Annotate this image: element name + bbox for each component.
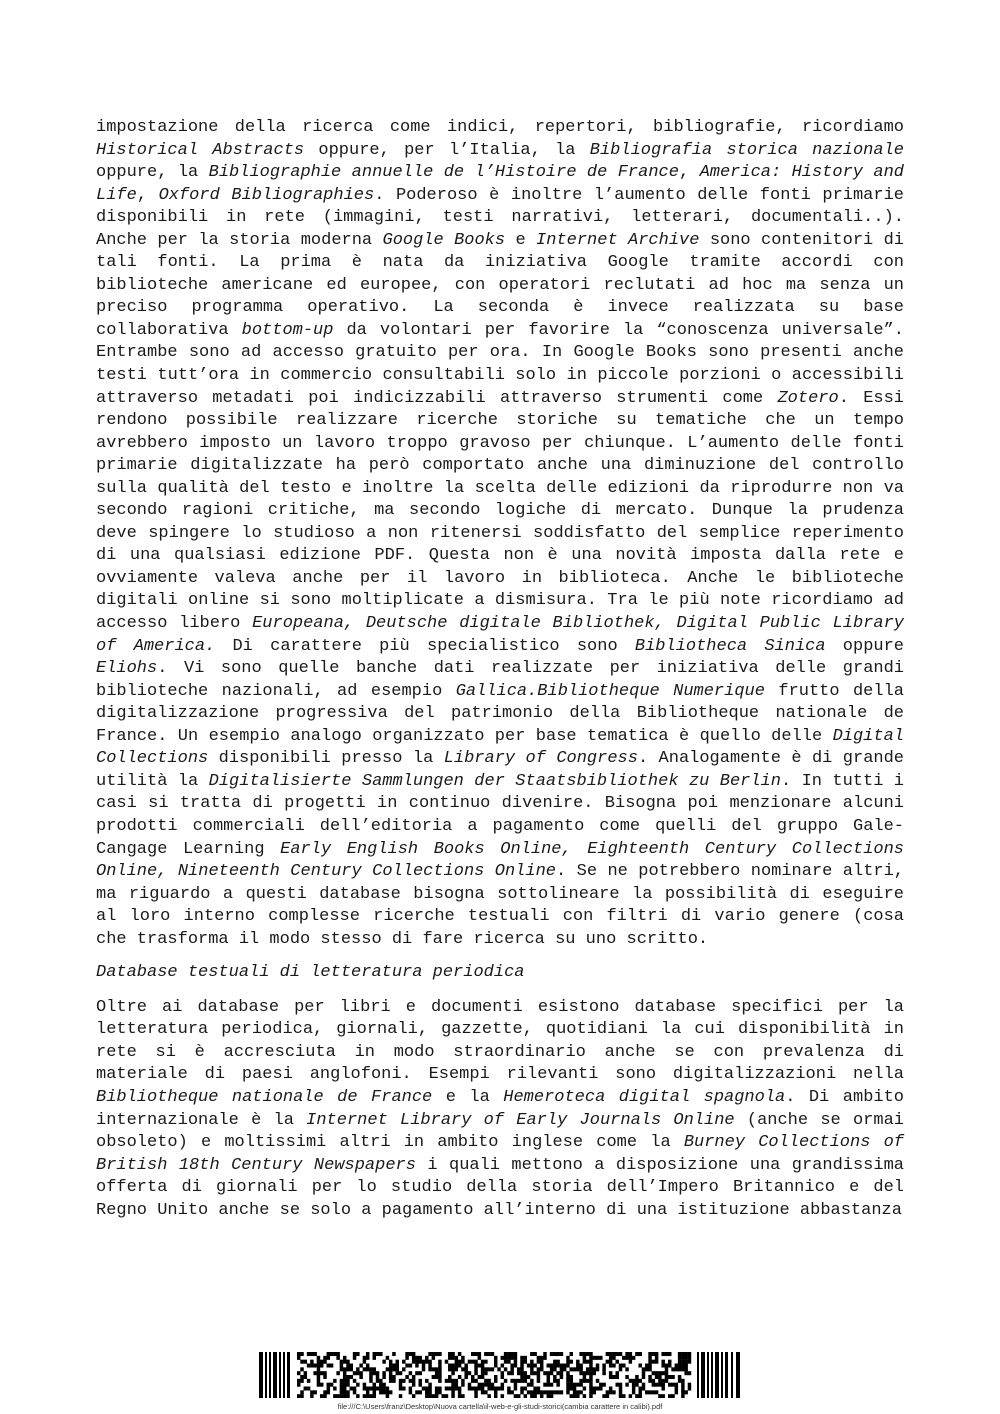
paragraph-text: sono contenitori di tali fonti. La prima è nata da iniziativa Google tramite accordi con biblioteche americane ed europee, con operatori reclutati ad hoc ma senza un preciso programma operativo. La seconda è invece realizzata su base collaborativa [96, 230, 904, 340]
footer-file-path: file:///C:\Users\franz\Desktop\Nuova cartella\il-web-e-gli-studi-storici(cambia carattere in calibi).pdf [337, 1402, 663, 1411]
paragraph-text: da volontari per favorire la “conoscenza universale”. Entrambe sono ad accesso gratuito per ora. In Google Books sono presenti anche testi tutt’ora in commercio consultabili solo in piccole porzioni o accessibili attraverso metadati poi indicizzabili attraverso strumenti come [96, 320, 905, 408]
italic-title-text: Burney Collections of British 18th Century Newspapers [96, 1133, 904, 1175]
paragraph-text: oppure, per l’Italia, la [304, 140, 590, 160]
paragraph-text: oppure [825, 636, 905, 656]
paragraph-text: , [136, 185, 159, 205]
barcode-image [259, 1352, 741, 1398]
italic-title-text: Internet Archive [536, 230, 700, 250]
paragraph-text: , [678, 163, 700, 183]
italic-title-text: Internet Library of Early Journals Online [306, 1110, 735, 1130]
paragraph-text: (anche se ormai obsoleto) e moltissimi altri in ambito inglese come la [96, 1110, 904, 1153]
paragraph-text: . Di ambito internazionale è la [96, 1087, 904, 1130]
paragraph-text: . Vi sono quelle banche dati realizzate per iniziativa delle grandi biblioteche nazionali, ad esempio [96, 659, 904, 701]
italic-title-text: Zotero [777, 388, 839, 408]
paragraph-text: impostazione della ricerca come indici, repertori, bibliografie, ricordiamo [96, 118, 904, 137]
paragraph-text: . In tutti i casi si tratta di progetti in continuo divenire. Bisogna poi menzionare alcuni prodotti commerciali dell’editoria a pagamento come quelli del gruppo Gale-Cangage Learning [96, 771, 905, 859]
italic-title-text: Digital Collections [96, 726, 904, 769]
paragraph-text: i quali mettono a disposizione una grandissima offerta di giornali per lo studio della storia dell’Impero Britannico e del Regno Unito anche se solo a pagamento all’interno di una istituzione abbastanza [96, 1155, 904, 1220]
italic-title-text: Early English Books Online, Eighteenth Century Collections Online, Nineteenth Century Collections Online [96, 839, 904, 882]
paragraph-text: oppure, la [96, 163, 209, 183]
section-heading: Database testuali di letteratura periodica [96, 963, 525, 983]
italic-title-text: Library of Congress [443, 749, 638, 769]
paragraph-text: . Analogamente è di grande utilità la [96, 749, 904, 791]
italic-title-text: Historical Abstracts [96, 140, 305, 160]
italic-title-text: Bibliotheque nationale de France [96, 1087, 433, 1107]
italic-title-text: Bibliographie annuelle de l’Histoire de France [208, 163, 679, 183]
paragraph-text: . Essi rendono possibile realizzare ricerche storiche su tematiche che un tempo avrebbero imposto un lavoro troppo gravoso per chiunque. L’aumento delle fonti primarie digitalizzate ha però comportato anche una diminuzione del controllo sulla qualità del testo e inoltre la scelta delle edizioni da riprodurre non va secondo ragioni critiche, ma secondo logiche di mercato. Dunque la prudenza deve spingere lo studioso a non ritenersi soddisfatto del semplice reperimento di una qualsiasi edizione PDF. Questa non è una novità imposta dalla rete e ovviamente valeva anche per il lavoro in biblioteca. Anche le biblioteche digitali online si sono moltiplicate a dismisura. Tra le più note ricordiamo ad accesso libero [96, 388, 904, 634]
paragraph-text: Di carattere più specialistico sono [215, 636, 635, 656]
italic-title-text: Eliohs [96, 659, 158, 679]
paragraph-text: . Poderoso è inoltre l’aumento delle fonti primarie disponibili in rete (immagini, testi narrativi, letterari, documentali..). Anche per la storia moderna [96, 185, 904, 250]
paragraph-text: e [505, 230, 537, 250]
italic-title-text: Oxford Bibliographies [158, 185, 375, 205]
paragraph-text: . Se ne potrebbero nominare altri, ma riguardo a questi database bisogna sottolineare la possibilità di eseguire al loro interno complesse ricerche testuali con filtri di vario genere (cosa che trasforma il modo stesso di fare ricerca su uno scritto. [96, 862, 905, 949]
italic-title-text: Europeana, Deutsche digitale Bibliothek, Digital Public Library of America. [96, 614, 904, 656]
italic-title-text: Gallica.Bibliotheque Numerique [455, 681, 765, 701]
italic-title-text: Hemeroteca digital spagnola [503, 1087, 786, 1107]
paragraph-text: Oltre ai database per libri e documenti esistono database specifici per la letteratura periodica, giornali, gazzette, quotidiani la cui disponibilità in rete si è accresciuta in modo straordinario anche se con prevalenza di materiale di paesi anglofoni. Esempi rilevanti sono digitalizzazioni nella [96, 997, 904, 1085]
paragraph-text: frutto della digitalizzazione progressiva del patrimonio della Bibliotheque nationale de France. Un esempio analogo organizzato per base tematica è quello delle [96, 681, 904, 746]
paragraph-text: disponibili presso la [208, 749, 444, 769]
italic-title-text: Bibliotheca Sinica [634, 636, 826, 656]
document-body [96, 117, 904, 1222]
paragraph-text: e la [432, 1087, 504, 1107]
body-paragraph-1 [96, 117, 904, 951]
body-paragraph-2 [96, 997, 904, 1222]
italic-title-text: Digitalisierte Sammlungen der Staatsbibliothek zu Berlin [208, 771, 781, 791]
italic-title-text: bottom-up [241, 320, 334, 340]
italic-title-text: Bibliografia storica nazionale [589, 140, 904, 160]
italic-title-text: America: History and Life [96, 163, 905, 205]
italic-title-text: Google Books [382, 230, 506, 250]
